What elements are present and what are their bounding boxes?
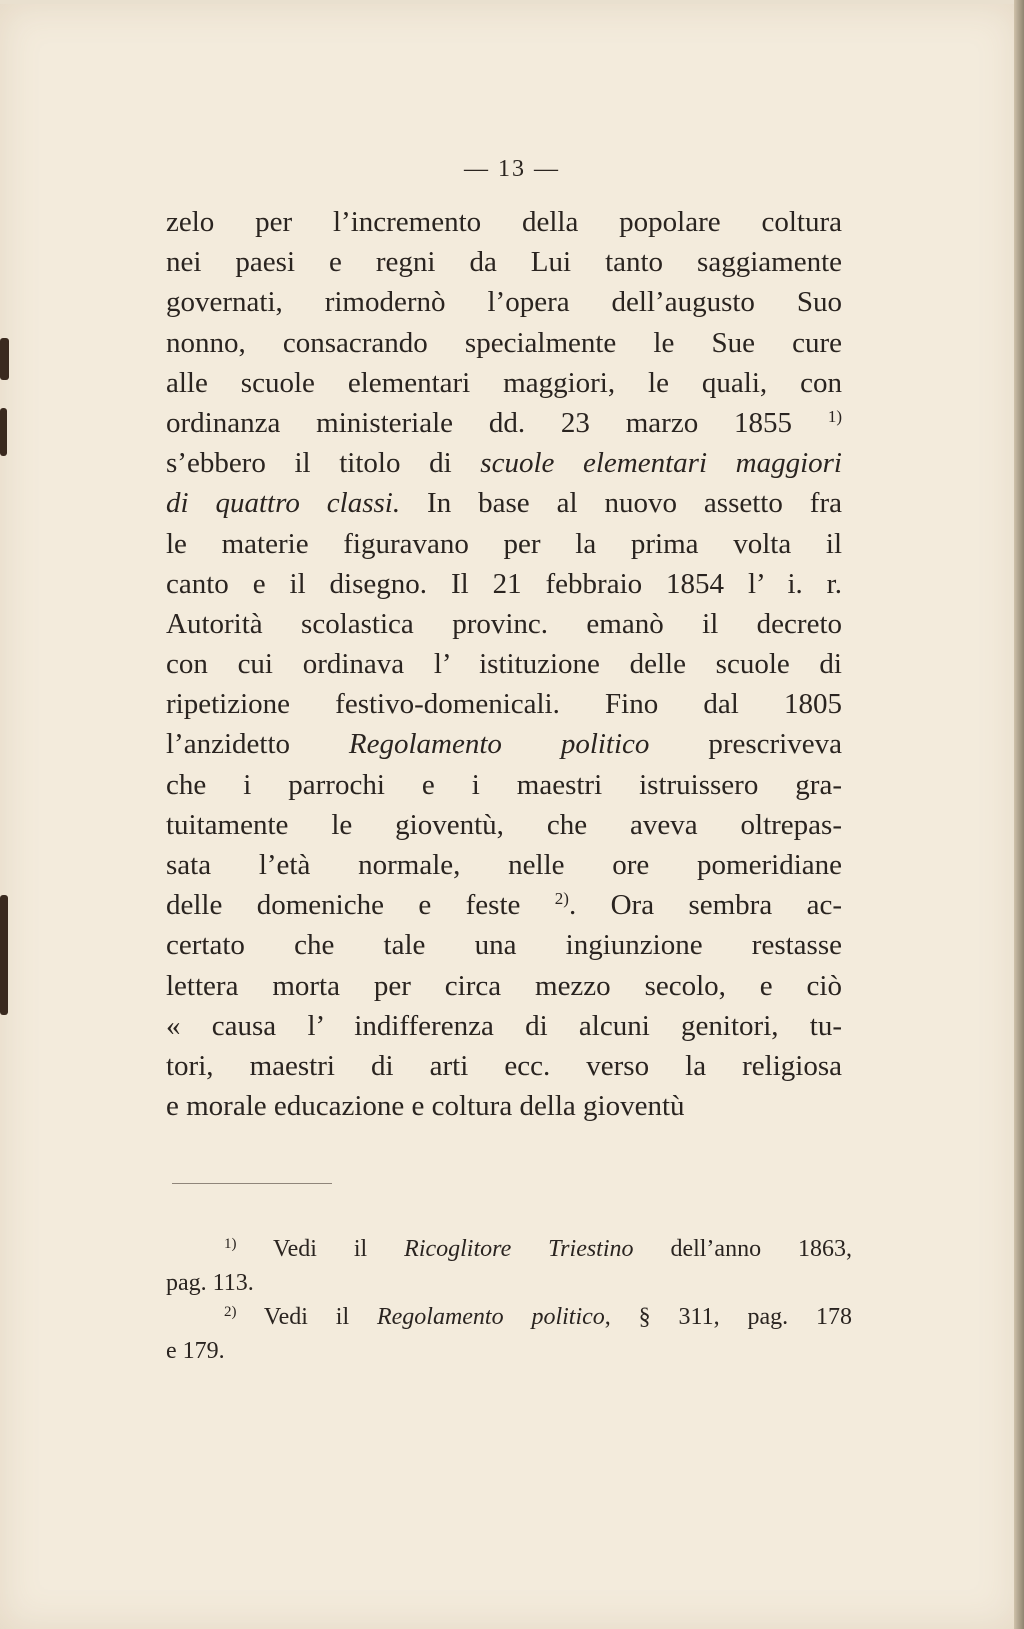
- text-run: In base al nuovo assetto fra: [400, 487, 842, 520]
- text-run: le materie figuravano per la prima volta il: [166, 527, 842, 560]
- body_lines-line: [166, 323, 842, 363]
- text-run: ordinanza ministeriale dd. 23 marzo 1855: [166, 406, 828, 439]
- footnote-rule: [172, 1183, 332, 1184]
- body_lines-line: [166, 604, 842, 644]
- footnote-ref: 2): [224, 1304, 237, 1320]
- body-text: [166, 202, 842, 1126]
- text-run: . Ora sembra ac-: [568, 889, 842, 922]
- text-run: e morale educazione e coltura della gioventù: [166, 1090, 685, 1123]
- text-run: ripetizione festivo-domenicali. Fino dal 1805: [166, 688, 842, 721]
- body_lines-line: [166, 684, 842, 724]
- binding-mark: [0, 338, 9, 380]
- text-run: zelo per l’incremento della popolare coltura: [166, 206, 842, 238]
- footnote_lines-line: [166, 1266, 852, 1300]
- footnote-ref: 1): [827, 406, 842, 426]
- text-run: , § 311, pag. 178: [604, 1304, 852, 1330]
- text-run: sata l’età normale, nelle ore pomeridiane: [166, 849, 842, 881]
- body_lines-line: [166, 202, 842, 242]
- footnote_lines-line: [166, 1232, 852, 1266]
- body_lines-line: [166, 724, 842, 764]
- text-run: delle domeniche e feste: [166, 889, 555, 922]
- footnotes: [166, 1232, 852, 1368]
- body_lines-line: [166, 885, 842, 925]
- body_lines-line: [166, 363, 842, 403]
- text-run: Vedi il: [236, 1304, 377, 1330]
- body_lines-line: [166, 524, 842, 564]
- italic-text: di quattro classi.: [166, 487, 401, 520]
- text-run: e 179.: [166, 1338, 225, 1364]
- body_lines-line: [166, 483, 842, 523]
- text-run: governati, rimodernò l’opera dell’augusto Suo: [166, 286, 842, 319]
- body_lines-line: [166, 644, 842, 684]
- body_lines-line: [166, 242, 842, 282]
- body_lines-line: [166, 845, 842, 885]
- page-edge: [1014, 0, 1024, 1629]
- body_lines-line: [166, 282, 842, 322]
- binding-mark: [0, 408, 7, 456]
- text-run: alle scuole elementari maggiori, le quali, con: [166, 366, 842, 399]
- footnote_lines-line: [166, 1334, 852, 1368]
- text-run: l’anzidetto: [166, 728, 349, 761]
- footnote-ref: 1): [224, 1236, 237, 1252]
- text-run: tuitamente le gioventù, che aveva oltrepas-: [166, 808, 842, 841]
- italic-text: Regolamento politico: [348, 728, 650, 761]
- text-run: Autorità scolastica provinc. emanò il decreto: [166, 607, 842, 640]
- text-run: con cui ordinava l’ istituzione delle scuole di: [166, 648, 842, 681]
- footnote-ref: 2): [554, 889, 569, 909]
- body_lines-line: [166, 1046, 842, 1086]
- italic-text: Regolamento politico: [376, 1304, 605, 1330]
- text-run: certato che tale una ingiunzione restasse: [166, 929, 842, 962]
- text-run: tori, maestri di arti ecc. verso la religiosa: [166, 1049, 842, 1082]
- text-run: nei paesi e regni da Lui tanto saggiamente: [166, 246, 842, 279]
- body_lines-line: [166, 925, 842, 965]
- italic-text: scuole elementari maggiori: [480, 447, 842, 480]
- text-run: canto e il disegno. Il 21 febbraio 1854 l’ i. r.: [166, 567, 842, 600]
- text-run: lettera morta per circa mezzo secolo, e ciò: [166, 969, 842, 1002]
- body_lines-line: [166, 564, 842, 604]
- text-run: pag. 113.: [166, 1270, 254, 1296]
- text-run: che i parrochi e i maestri istruissero gra-: [166, 768, 842, 801]
- text-run: Vedi il: [236, 1236, 405, 1262]
- body_lines-line: [166, 966, 842, 1006]
- body_lines-line: [166, 805, 842, 845]
- text-run: nonno, consacrando specialmente le Sue cure: [166, 326, 842, 359]
- body_lines-line: [166, 403, 842, 443]
- italic-text: Ricoglitore Triestino: [404, 1236, 634, 1262]
- text-run: « causa l’ indifferenza di alcuni genitori, tu-: [166, 1009, 842, 1042]
- page-number: — 13 —: [464, 156, 560, 182]
- binding-mark: [0, 895, 8, 1015]
- body_lines-line: [166, 765, 842, 805]
- text-run: prescriveva: [649, 728, 842, 761]
- body_lines-line: [166, 443, 842, 483]
- body_lines-line: [166, 1086, 842, 1126]
- body_lines-line: [166, 1006, 842, 1046]
- footnote_lines-line: [166, 1300, 852, 1334]
- text-run: dell’anno 1863,: [633, 1236, 852, 1262]
- text-run: s’ebbero il titolo di: [166, 447, 481, 480]
